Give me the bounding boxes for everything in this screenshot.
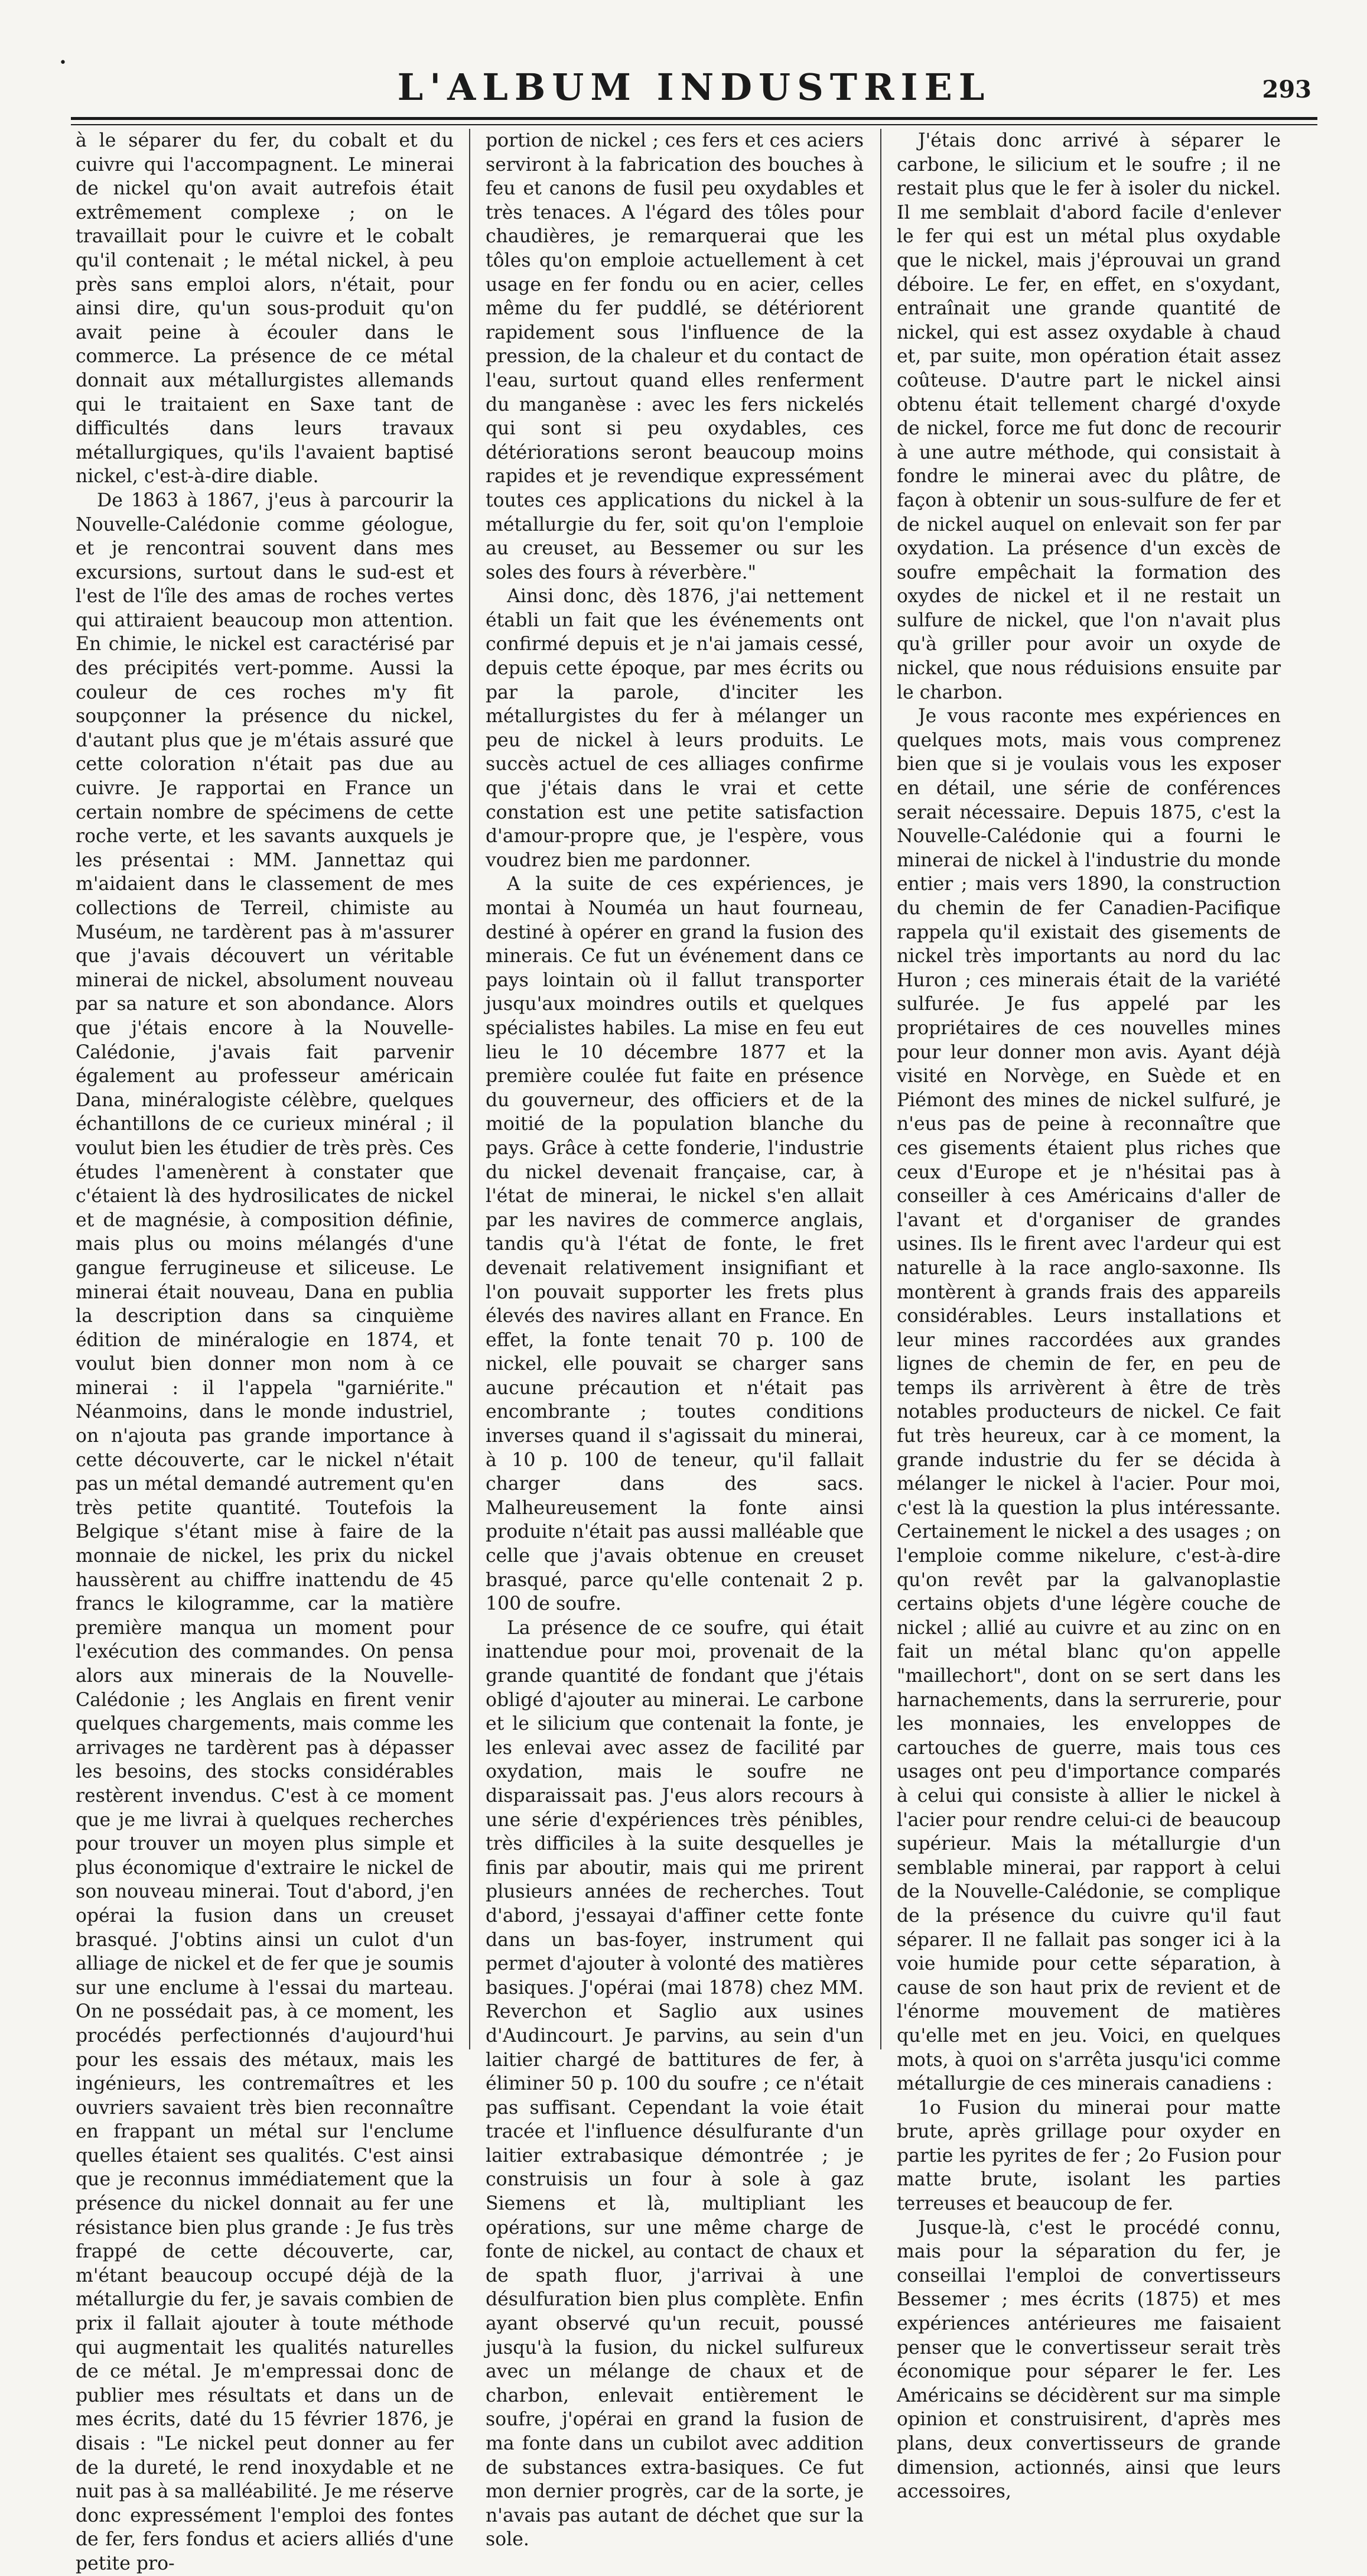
paragraph: La présence de ce soufre, qui était inattendue pour moi, provenait de la grande quantité de fondant que j'étais obligé d'ajouter au minerai. Le carbone et le silicium que contenait la fonte, je les enlevai avec assez de facilité par oxydation, mais le soufre ne disparaissait pas. J'eus alors recours à une série d'expériences très pénibles, très difficiles à la suite desquelles je finis par aboutir, mais qui me prirent plusieurs années de recherches. Tout d'abord, j'essayai d'affiner cette fonte dans un bas-foyer, instrument qui permet d'ajouter à volonté des matières basiques. J'opérai (mai 1878) chez MM. Reverchon et Saglio aux usines d'Audincourt. Je parvins, au sein d'un laitier chargé de battitures de fer, à éliminer 50 p. 100 du soufre ; ce n'était pas suffisant. Cependant la voie était tracée et l'influence désulfurante d'un laitier extrabasique démontrée ; je construisis un four à sole à gaz Siemens et là, multipliant les opérations, sur une même charge de fonte de nickel, au contact de chaux et de spath fluor, j'arrivai à une désulfuration bien plus complète. Enfin ayant observé qu'un recuit, poussé jusqu'à la fusion, du nickel sulfureux avec un mélange de chaux et de charbon, enlevait entièrement le soufre, j'opérai en grand la fusion de ma fonte dans un cubilot avec addition de substances extra-basiques. Ce fut mon dernier progrès, car de la sorte, je n'avais pas autant de déchet que sur la sole. — [486, 1617, 864, 2551]
header-rule-thick — [71, 117, 1317, 120]
column-1 — [76, 129, 454, 2574]
page-header — [71, 64, 1317, 118]
paragraph: Jusque-là, c'est le procédé connu, mais pour la séparation du fer, je conseillai l'emploi de convertisseurs Bessemer ; mes écrits (1875) et mes expériences antérieures me faisaient penser que le convertisseur serait très économique pour séparer le fer. Les Américains se décidèrent sur ma simple opinion et construisirent, d'après mes plans, deux convertisseurs de grande dimension, actionnés, ainsi que leurs accessoires, — [897, 2217, 1281, 2503]
column-divider — [880, 129, 881, 2049]
column-2 — [486, 129, 864, 2551]
header-rule-thin — [71, 124, 1317, 125]
page-mark: • — [59, 56, 67, 70]
paragraph: portion de nickel ; ces fers et ces aciers serviront à la fabrication des bouches à feu et canons de fusil peu oxydables et très tenaces. A l'égard des tôles pour chaudières, je remarquerai que les tôles qu'on emploie actuellement à cet usage en fer fondu ou en acier, celles même du fer puddlé, se détériorent rapidement sous l'influence de la pression, de la chaleur et du contact de l'eau, surtout quand elles renferment du manganèse : avec les fers nickelés qui sont si peu oxydables, ces détériorations seront beaucoup moins rapides et je revendique expressément toutes ces applications du nickel à la métallurgie du fer, soit qu'on l'emploie au creuset, au Bessemer ou sur les soles des fours à réverbère." — [486, 130, 864, 583]
paragraph: A la suite de ces expériences, je montai à Nouméa un haut fourneau, destiné à opérer en grand la fusion des minerais. Ce fut un événement dans ce pays lointain où il fallut transporter jusqu'aux moindres outils et quelques spécialistes habiles. La mise en feu eut lieu le 10 décembre 1877 et la première coulée fut faite en présence du gouverneur, des officiers et de la moitié de la population blanche du pays. Grâce à cette fonderie, l'industrie du nickel devenait française, car, à l'état de minerai, le nickel s'en allait par les navires de commerce anglais, tandis qu'à l'état de fonte, le fret devenait relativement insignifiant et l'on pouvait supporter les frets plus élevés des navires allant en France. En effet, la fonte tenait 70 p. 100 de nickel, elle pouvait se charger sans aucune précaution et n'était pas encombrante ; toutes conditions inverses quand il s'agissait du minerai, à 10 p. 100 de teneur, qu'il fallait charger dans des sacs. Malheureusement la fonte ainsi produite n'était pas aussi malléable que celle que j'avais obtenue en creuset brasqué, parce qu'elle contenait 2 p. 100 de soufre. — [486, 873, 864, 1615]
journal-title: L'ALBUM INDUSTRIEL — [397, 66, 991, 109]
paragraph: Je vous raconte mes expériences en quelques mots, mais vous comprenez bien que si je voulais vous les exposer en détail, une série de conférences serait nécessaire. Depuis 1875, c'est la Nouvelle-Calédonie qui a fourni le minerai de nickel à l'industrie du monde entier ; mais vers 1890, la construction du chemin de fer Canadien-Pacifique rappela qu'il existait des gisements de nickel très importants au nord du lac Huron ; ces minerais était de la variété sulfurée. Je fus appelé par les propriétaires de ces nouvelles mines pour leur donner mon avis. Ayant déjà visité en Norvège, en Suède et en Piémont des mines de nickel sulfuré, je n'eus pas de peine à reconnaître que ces gisements étaient plus riches que ceux d'Europe et je n'hésitai pas à conseiller à ces Américains d'aller de l'avant et d'organiser de grandes usines. Ils le firent avec l'ardeur qui est naturelle à la race anglo-saxonne. Ils montèrent à grands frais des appareils considérables. Leurs installations et leur mines raccordées aux grandes lignes de chemin de fer, en peu de temps ils arrivèrent à être de très notables producteurs de nickel. Ce fait fut très heureux, car à ce moment, la grande industrie du fer se décida à mélanger le nickel à l'acier. Pour moi, c'est là la question la plus intéressante. Certainement le nickel a des usages ; on l'emploie comme nikelure, c'est-à-dire qu'on revêt par la galvanoplastie certains objets d'une légère couche de nickel ; allié au cuivre et au zinc on en fait un métal blanc qu'on appelle "maillechort", dont on se sert dans les harnachements, dans la serrurerie, pour les monnaies, les enveloppes de cartouches de guerre, mais tous ces usages ont peu d'importance comparés à celui qui consiste à allier le nickel à l'acier pour rendre celui-ci de beaucoup supérieur. Mais la métallurgie d'un semblable minerai, par rapport à celui de la Nouvelle-Calédonie, se complique de la présence du cuivre qu'il faut séparer. Il ne fallait pas songer ici à la voie humide pour cette séparation, à cause de son haut prix de revient et de l'énorme mouvement de matières qu'elle met en jeu. Voici, en quelques mots, à quoi on s'arrêta jusqu'ici comme métallurgie de ces minerais canadiens : — [897, 706, 1281, 2095]
paragraph: 1o Fusion du minerai pour matte brute, après grillage pour oxyder en partie les pyrites de fer ; 2o Fusion pour matte brute, isolant les parties terreuses et beaucoup de fer. — [897, 2097, 1281, 2215]
column-divider — [469, 129, 470, 2049]
paragraph: J'étais donc arrivé à séparer le carbone, le silicium et le soufre ; il ne restait plus que le fer à isoler du nickel. Il me semblait d'abord facile d'enlever le fer qui est un métal plus oxydable que le nickel, mais j'éprouvai un grand déboire. Le fer, en effet, en s'oxydant, entraînait une grande quantité de nickel, qui est assez oxydable à chaud et, par suite, mon opération était assez coûteuse. D'autre part le nickel ainsi obtenu était tellement chargé d'oxyde de nickel, force me fut donc de recourir à une autre méthode, qui consistait à fondre le minerai avec du plâtre, de façon à obtenir un sous-sulfure de fer et de nickel auquel on enlevait son fer par oxydation. La présence d'un excès de soufre empêchait la formation des oxydes de nickel et il ne restait un sulfure de nickel, que l'on n'avait plus qu'à griller pour avoir un oxyde de nickel, que nous réduisions ensuite par le charbon. — [897, 130, 1281, 703]
paragraph: Ainsi donc, dès 1876, j'ai nettement établi un fait que les événements ont confirmé depuis et je n'ai jamais cessé, depuis cette époque, par mes écrits ou par la parole, d'inciter les métallurgistes du fer à mélanger un peu de nickel à leurs produits. Le succès actuel de ces alliages confirme que j'étais dans le vrai et cette constation est une petite satisfaction d'amour-propre que, je l'espère, vous voudrez bien me pardonner. — [486, 586, 864, 871]
paragraph: à le séparer du fer, du cobalt et du cuivre qui l'accompagnent. Le minerai de nickel qu'on avait autrefois était extrêmement complexe ; on le travaillait pour le cuivre et le cobalt qu'il contenait ; le métal nickel, à peu près sans emploi alors, n'était, pour ainsi dire, qu'un sous-produit qu'on avait peine à écouler dans le commerce. La présence de ce métal donnait aux métallurgistes allemands qui le traitaient en Saxe tant de difficultés dans leurs travaux métallurgiques, qu'ils l'avaient baptisé nickel, c'est-à-dire diable. — [76, 130, 454, 488]
page-number: 293 — [1262, 76, 1311, 103]
column-3 — [897, 129, 1281, 2503]
paragraph: De 1863 à 1867, j'eus à parcourir la Nouvelle-Calédonie comme géologue, et je rencontrai souvent dans mes excursions, surtout dans le sud-est et l'est de l'île des amas de roches vertes qui attiraient beaucoup mon attention. En chimie, le nickel est caractérisé par des précipités vert-pomme. Aussi la couleur de ces roches m'y fit soupçonner la présence du nickel, d'autant plus que je m'étais assuré que cette coloration n'était pas due au cuivre. Je rapportai en France un certain nombre de spécimens de cette roche verte, et les savants auxquels je les présentai : MM. Jannettaz qui m'aidaient dans le classement de mes collections de Terreil, chimiste au Muséum, ne tardèrent pas à m'assurer que j'avais découvert un véritable minerai de nickel, absolument nouveau par sa nature et son abondance. Alors que j'étais encore à la Nouvelle-Calédonie, j'avais fait parvenir également au professeur américain Dana, minéralogiste célèbre, quelques échantillons de ce curieux minéral ; il voulut bien les étudier de très près. Ces études l'amenèrent à constater que c'étaient là des hydrosilicates de nickel et de magnésie, à composition définie, mais plus ou moins mélangés d'une gangue ferrugineuse et siliceuse. Le minerai était nouveau, Dana en publia la description dans sa cinquième édition de minéralogie en 1874, et voulut bien donner mon nom à ce minerai : il l'appela "garniérite." Néanmoins, dans le monde industriel, on n'ajouta pas grande importance à cette découverte, car le nickel n'était pas un métal demandé autrement qu'en très petite quantité. Toutefois la Belgique s'étant mise à faire de la monnaie de nickel, les prix du nickel haussèrent au chiffre inattendu de 45 francs le kilogramme, car la matière première manqua un moment pour l'exécution des commandes. On pensa alors aux minerais de la Nouvelle-Calédonie ; les Anglais en firent venir quelques chargements, mais comme les arrivages ne tardèrent pas à dépasser les besoins, des stocks considérables restèrent invendus. C'est à ce moment que je me livrai à quelques recherches pour trouver un moyen plus simple et plus économique d'extraire le nickel de son nouveau minerai. Tout d'abord, j'en opérai la fusion dans un creuset brasqué. J'obtins ainsi un culot d'un alliage de nickel et de fer que je soumis sur une enclume à l'essai du marteau. On ne possédait pas, à ce moment, les procédés perfectionnés d'aujourd'hui pour les essais des métaux, mais les ingénieurs, les contremaîtres et les ouvriers savaient très bien reconnaître en frappant un métal sur l'enclume quelles étaient ses qualités. C'est ainsi que je reconnus immédiatement que la présence du nickel donnait au fer une résistance bien plus grande : Je fus très frappé de cette découverte, car, m'étant beaucoup occupé déjà de la métallurgie du fer, je savais combien de prix il fallait ajouter à toute méthode qui augmentait les qualités naturelles de ce métal. Je m'empressai donc de publier mes résultats et dans un de mes écrits, daté du 15 février 1876, je disais : "Le nickel peut donner au fer de la dureté, le rend inoxydable et ne nuit pas à sa malléabilité. Je me réserve donc expressément l'emploi des fontes de fer, fers fondus et aciers alliés d'une petite pro- — [76, 489, 454, 2574]
